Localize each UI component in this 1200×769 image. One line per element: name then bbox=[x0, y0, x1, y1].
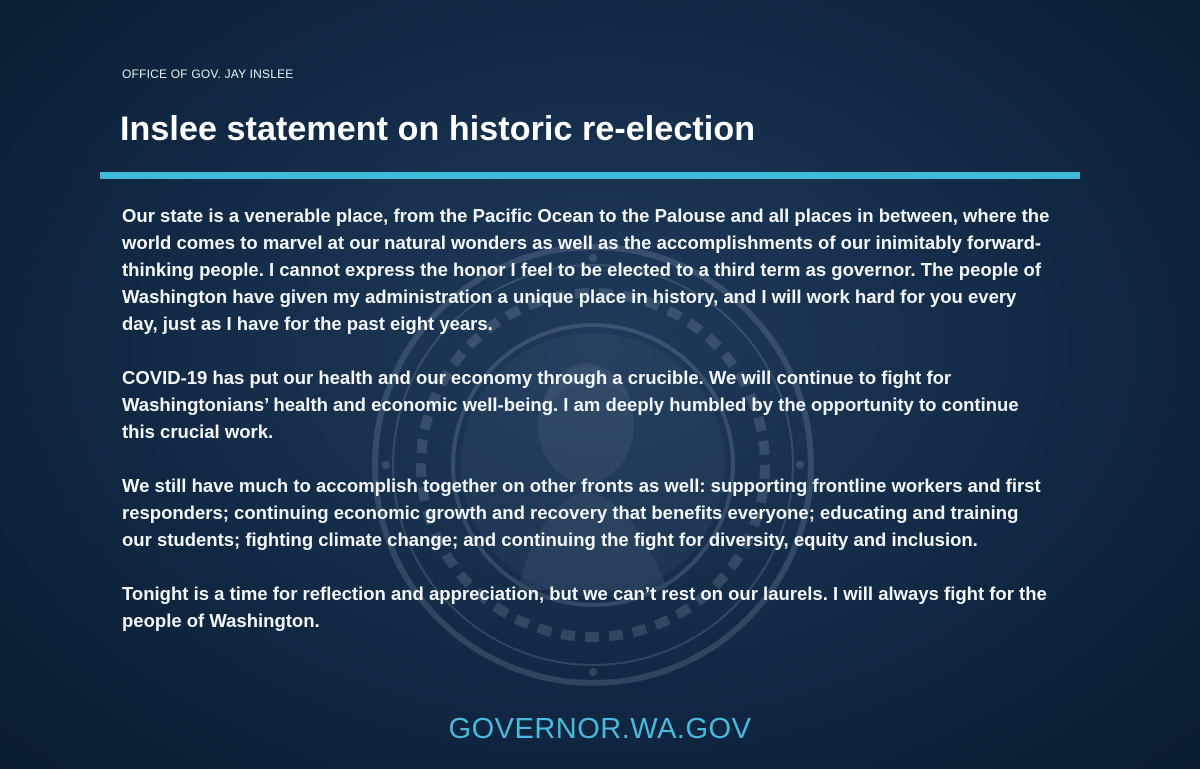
statement-paragraph: Our state is a venerable place, from the Pacific Ocean to the Palouse and all places in between, where the world comes to marvel at our natural wonders as well as the accomplishments of our inimitably forward-thinking people. I cannot express the honor I feel to be elected to a third term as governor. The people of Washington have given my administration a unique place in history, and I will work hard for you every day, just as I have for the past eight years. bbox=[122, 205, 1050, 334]
statement-paragraph: We still have much to accomplish together on other fronts as well: supporting frontline workers and first responders; continuing economic growth and recovery that benefits everyone; educating and training our students; fighting climate change; and continuing the fight for diversity, equity and inclusion. bbox=[122, 475, 1041, 550]
office-label: OFFICE OF GOV. JAY INSLEE bbox=[122, 67, 294, 81]
page-title: Inslee statement on historic re-election bbox=[120, 110, 756, 148]
footer-website-link[interactable]: GOVERNOR.WA.GOV bbox=[448, 713, 752, 745]
statement-body bbox=[122, 202, 1052, 661]
statement-paragraph: Tonight is a time for reflection and appreciation, but we can’t rest on our laurels. I will always fight for the people of Washington. bbox=[122, 583, 1047, 631]
title-divider bbox=[100, 172, 1080, 179]
statement-paragraph: COVID-19 has put our health and our economy through a crucible. We will continue to fight for Washingtonians’ health and economic well-being. I am deeply humbled by the opportunity to continue this crucial work. bbox=[122, 367, 1019, 442]
